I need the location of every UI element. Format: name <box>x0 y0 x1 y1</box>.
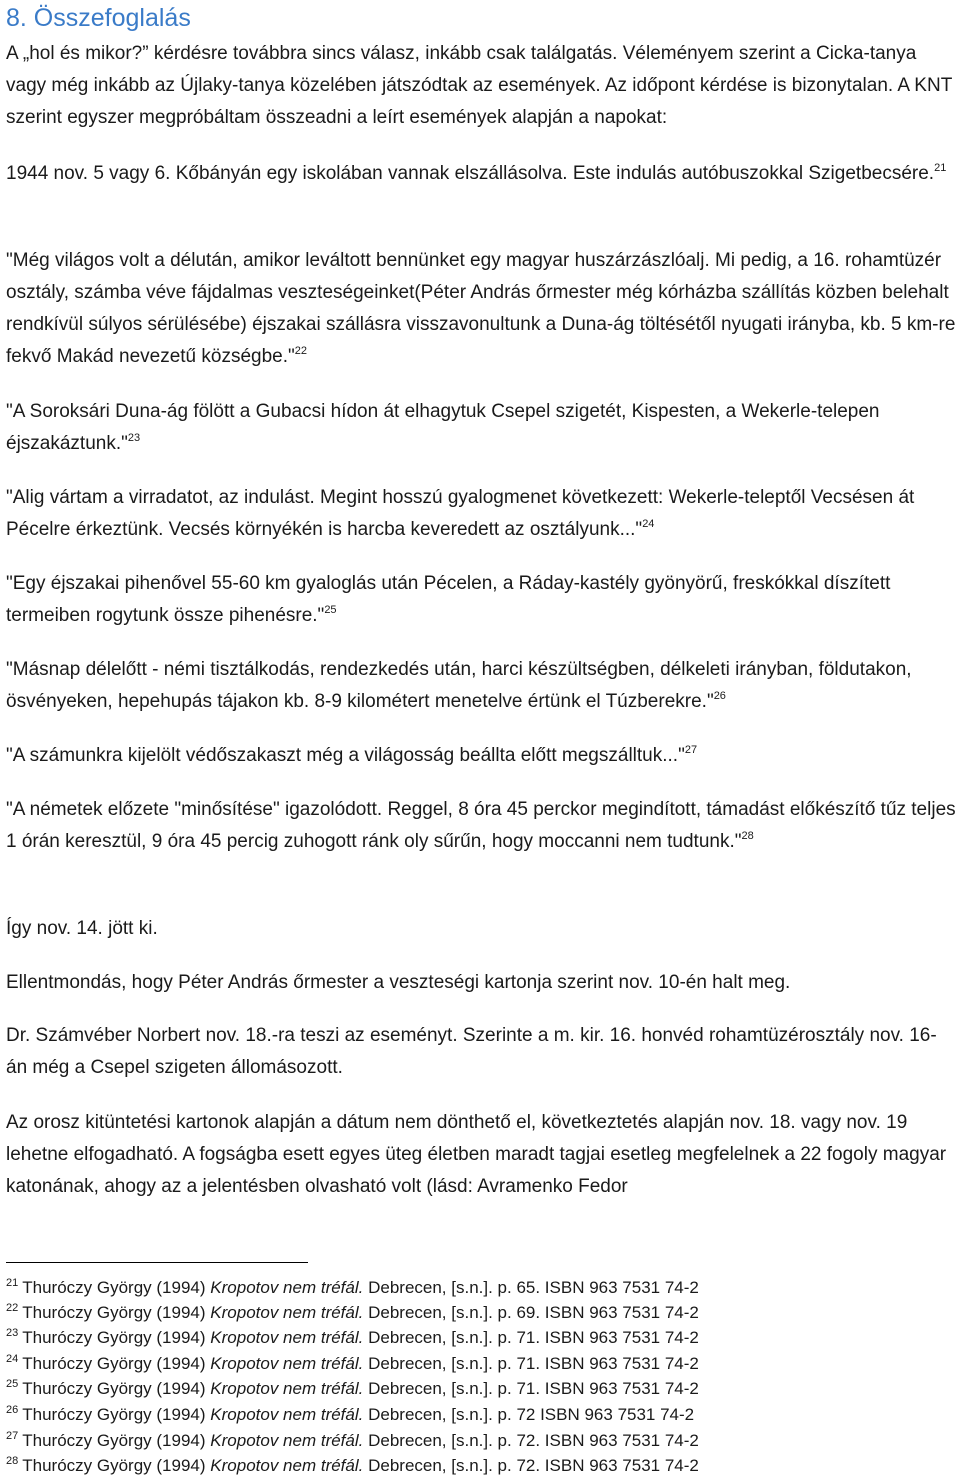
footnote-ref-27[interactable]: 27 <box>684 744 698 756</box>
footnote-ref-25[interactable]: 25 <box>324 604 337 616</box>
quote-paragraph-24: "Alig vártam a virradatot, az indulást. Megint hosszú gyalogmenet következett: Wekerle-teleptől Vecsésen át Pécelre érkeztünk. Vecsés környékén is harcba keveredett az osztályunk..."$^{24}$ <box>6 487 915 540</box>
footnote-28: $^{28}$ Thuróczy György (1994) Kropotov nem tréfál. Debrecen, [s.n.]. p. 72. ISBN 963 7531 74-2 <box>6 1455 699 1475</box>
footnote-ref-23[interactable]: 23 <box>127 432 141 444</box>
paragraph-szamveber: Dr. Számvéber Norbert nov. 18.-ra teszi az eseményt. Szerinte a m. kir. 16. honvéd rohamtüzérosztály nov. 16-án még a Csepel szigeten állomásozott. <box>6 1025 937 1078</box>
footnote-ref-26[interactable]: 26 <box>713 690 726 702</box>
section-heading: 8. Összefoglalás <box>6 4 191 32</box>
footnote-24: $^{24}$ Thuróczy György (1994) Kropotov nem tréfál. Debrecen, [s.n.]. p. 71. ISBN 963 7531 74-2 <box>6 1353 699 1373</box>
paragraph-timeline: 1944 nov. 5 vagy 6. Kőbányán egy iskolában vannak elszállásolva. Este indulás autóbuszokkal Szigetbecsére.$^{21}$ <box>6 162 947 184</box>
footnote-27: $^{27}$ Thuróczy György (1994) Kropotov nem tréfál. Debrecen, [s.n.]. p. 72. ISBN 963 7531 74-2 <box>6 1430 699 1450</box>
quote-paragraph-26: "Másnap délelőtt - némi tisztálkodás, rendezkedés után, harci készültségben, délkeleti irányban, földutakon, ösvényeken, hepehupás tájakon kb. 8-9 kilométert menetelve értünk el Túzberekre."$^{26}$ <box>6 659 912 712</box>
footnote-23: $^{23}$ Thuróczy György (1994) Kropotov nem tréfál. Debrecen, [s.n.]. p. 71. ISBN 963 7531 74-2 <box>6 1327 699 1347</box>
quote-paragraph-25: "Egy éjszakai pihenővel 55-60 km gyaloglás után Pécelen, a Ráday-kastély gyönyörű, freskókkal díszített termeiben rogytunk össze pihenésre."$^{25}$ <box>6 573 891 626</box>
footnote-ref-28[interactable]: 28 <box>741 830 754 842</box>
footnote-25: $^{25}$ Thuróczy György (1994) Kropotov nem tréfál. Debrecen, [s.n.]. p. 71. ISBN 963 7531 74-2 <box>6 1378 699 1398</box>
quote-paragraph-28: "A németek előzete "minősítése" igazolódott. Reggel, 8 óra 45 perckor megindított, támadást előkészítő tűz teljes 1 órán keresztül, 9 óra 45 percig zuhogott ránk oly sűrűn, hogy moccanni nem tudtunk."$^{28}$ <box>6 799 956 852</box>
quote-paragraph-23: "A Soroksári Duna-ág fölött a Gubacsi hídon át elhagytuk Csepel szigetét, Kispesten, a Wekerle-telepen éjszakáztunk."$^{23}$ <box>6 401 880 454</box>
footnote-separator <box>6 1262 308 1263</box>
quote-paragraph-27: "A számunkra kijelölt védőszakaszt még a világosság beállta előtt megszálltuk..."$^{27}$ <box>6 744 698 766</box>
paragraph-contradiction: Ellentmondás, hogy Péter András őrmester a veszteségi kartonja szerint nov. 10-én halt meg. <box>6 972 791 993</box>
footnote-26: $^{26}$ Thuróczy György (1994) Kropotov nem tréfál. Debrecen, [s.n.]. p. 72 ISBN 963 7531 74-2 <box>6 1404 695 1424</box>
paragraph-russian-cards: Az orosz kitüntetési kartonok alapján a dátum nem dönthető el, következtetés alapján nov. 18. vagy nov. 19 lehetne elfogadható. A fogságba esett egyes üteg életben maradt tagjai esetleg megfelelnek a 22 fogoly magyar katonának, ahogy az a jelentésben olvasható volt (lásd: Avramenko Fedor <box>6 1112 947 1197</box>
footnote-22: $^{22}$ Thuróczy György (1994) Kropotov nem tréfál. Debrecen, [s.n.]. p. 69. ISBN 963 7531 74-2 <box>6 1302 699 1322</box>
quote-paragraph-22: "Még világos volt a délután, amikor leváltott bennünket egy magyar huszárzászlóalj. Mi pedig, a 16. rohamtüzér osztály, számba véve fájdalmas veszteségeinket(Péter András őrmester még kórházba szállítás közben belehalt rendkívül súlyos sérülésébe) éjszakai szállásra visszavonultunk a Duna-ág töltésétől nyugati irányba, kb. 5 km-re fekvő Makád nevezetű községbe."$^{22}$ <box>6 250 956 367</box>
footnote-ref-21[interactable]: 21 <box>934 162 947 174</box>
footnote-21: $^{21}$ Thuróczy György (1994) Kropotov nem tréfál. Debrecen, [s.n.]. p. 65. ISBN 963 7531 74-2 <box>6 1277 699 1297</box>
footnote-ref-24[interactable]: 24 <box>642 518 655 530</box>
paragraph-intro: A „hol és mikor?” kérdésre továbbra sincs válasz, inkább csak találgatás. Véleményem szerint a Cicka-tanya vagy még inkább az Újlaky-tanya közelében játszódtak az események. Az időpont kérdése is bizonytalan. A KNT szerint egyszer megpróbáltam összeadni a leírt események alapján a napokat: <box>6 43 952 128</box>
paragraph-conclusion-date: Így nov. 14. jött ki. <box>6 918 158 939</box>
footnote-ref-22[interactable]: 22 <box>294 345 307 357</box>
